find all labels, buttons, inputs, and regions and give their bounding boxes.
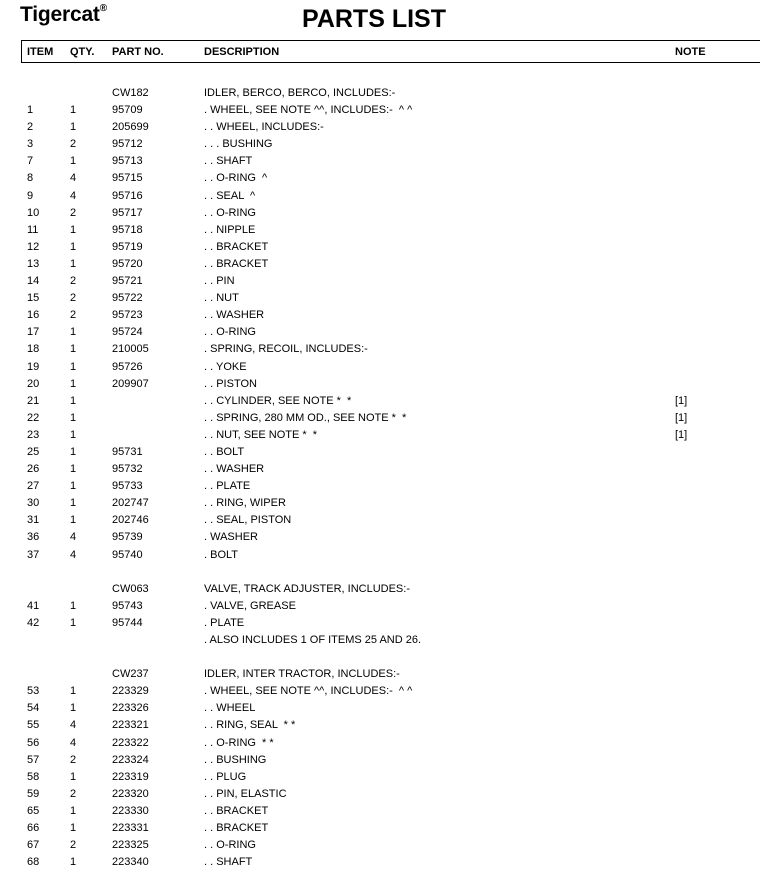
- cell-note: [1]: [675, 428, 688, 441]
- cell-part-no: 209907: [112, 377, 149, 390]
- cell-qty: 1: [70, 223, 77, 236]
- table-row: [0, 787, 760, 804]
- table-row: [0, 171, 760, 188]
- cell-part-no: 95712: [112, 138, 143, 151]
- cell-qty: 2: [70, 292, 77, 305]
- cell-description: VALVE, TRACK ADJUSTER, INCLUDES:-: [204, 582, 410, 595]
- cell-item: 26: [27, 463, 40, 476]
- cell-item: 14: [27, 275, 40, 288]
- column-header-description: DESCRIPTION: [204, 46, 280, 58]
- cell-qty: 4: [70, 172, 77, 185]
- table-row: [0, 120, 760, 137]
- cell-part-no: 95731: [112, 445, 143, 458]
- cell-qty: 1: [70, 856, 77, 869]
- table-row: [0, 103, 760, 120]
- cell-description: . . PLUG: [204, 770, 247, 783]
- cell-part-no: 223330: [112, 804, 149, 817]
- cell-description: . ALSO INCLUDES 1 OF ITEMS 25 AND 26.: [204, 634, 422, 646]
- cell-qty: 1: [70, 770, 77, 783]
- cell-qty: 1: [70, 377, 77, 390]
- cell-description: . PLATE: [204, 616, 245, 629]
- table-row: [0, 411, 760, 428]
- cell-qty: 1: [70, 121, 77, 134]
- cell-description: . . WASHER: [204, 309, 265, 322]
- cell-item: 2: [27, 121, 34, 134]
- cell-description: . . SEAL ^: [204, 189, 256, 202]
- cell-part-no: 223321: [112, 719, 149, 732]
- table-row: [0, 377, 760, 394]
- cell-description: . . O-RING: [204, 326, 256, 339]
- cell-item: 36: [27, 531, 40, 544]
- table-row: [0, 599, 760, 616]
- cell-description: . . BRACKET: [204, 822, 269, 835]
- cell-note: [1]: [675, 411, 688, 424]
- cell-item: 19: [27, 360, 40, 373]
- table-row: [0, 86, 760, 103]
- cell-description: . . RING, SEAL * *: [204, 719, 296, 732]
- cell-description: . . NIPPLE: [204, 223, 256, 236]
- cell-description: . VALVE, GREASE: [204, 599, 296, 612]
- cell-qty: 1: [70, 411, 77, 424]
- cell-item: 9: [27, 189, 34, 202]
- cell-qty: 1: [70, 445, 77, 458]
- cell-part-no: CW182: [112, 87, 149, 99]
- cell-qty: 1: [70, 257, 77, 270]
- brand-logo: [20, 3, 107, 27]
- cell-description: . . . BUSHING: [204, 138, 273, 151]
- table-row: [0, 855, 760, 872]
- cell-qty: 2: [70, 138, 77, 151]
- table-row: [0, 667, 760, 684]
- cell-qty: 4: [70, 189, 77, 202]
- cell-qty: 1: [70, 240, 77, 253]
- cell-description: . . SEAL, PISTON: [204, 514, 292, 527]
- cell-description: . . PLATE: [204, 480, 251, 493]
- cell-item: 25: [27, 445, 40, 458]
- cell-part-no: 223324: [112, 753, 149, 766]
- cell-qty: 1: [70, 394, 77, 407]
- table-row: [0, 291, 760, 308]
- cell-description: . . BOLT: [204, 445, 245, 458]
- cell-qty: 1: [70, 463, 77, 476]
- cell-part-no: 95715: [112, 172, 143, 185]
- cell-description: . . RING, WIPER: [204, 497, 286, 510]
- table-row: [0, 753, 760, 770]
- table-row: [0, 206, 760, 223]
- cell-description: . . SHAFT: [204, 856, 253, 869]
- table-row: [0, 633, 760, 650]
- cell-item: 55: [27, 719, 40, 732]
- cell-description: IDLER, BERCO, BERCO, INCLUDES:-: [204, 87, 396, 99]
- cell-description: . . O-RING: [204, 206, 256, 219]
- cell-qty: 2: [70, 206, 77, 219]
- cell-part-no: 202747: [112, 497, 149, 510]
- table-row: [0, 736, 760, 753]
- column-header-item: ITEM: [27, 46, 54, 58]
- cell-qty: 1: [70, 326, 77, 339]
- cell-description: . . YOKE: [204, 360, 247, 373]
- cell-description: . . O-RING ^: [204, 172, 268, 185]
- column-header-qty: QTY.: [70, 46, 95, 58]
- cell-item: 68: [27, 856, 40, 869]
- brand-name: Tigercat: [20, 3, 100, 26]
- cell-item: 53: [27, 685, 40, 698]
- cell-description: . . WHEEL: [204, 702, 256, 715]
- table-row: [0, 513, 760, 530]
- table-row: [0, 496, 760, 513]
- parts-table-body: [0, 86, 760, 872]
- table-row: [0, 325, 760, 342]
- cell-description: . . PIN, ELASTIC: [204, 787, 287, 800]
- cell-part-no: 95739: [112, 531, 143, 544]
- cell-part-no: 95743: [112, 599, 143, 612]
- table-row: [0, 718, 760, 735]
- cell-qty: 2: [70, 753, 77, 766]
- cell-qty: 1: [70, 343, 77, 356]
- cell-part-no: 95733: [112, 480, 143, 493]
- cell-description: . . PISTON: [204, 377, 257, 390]
- cell-qty: 1: [70, 702, 77, 715]
- cell-description: . . BRACKET: [204, 240, 269, 253]
- cell-part-no: 223325: [112, 839, 149, 852]
- header-top-rule: [21, 40, 760, 41]
- cell-part-no: 95718: [112, 223, 143, 236]
- cell-description: . . NUT: [204, 292, 239, 305]
- registered-mark: ®: [99, 3, 107, 14]
- cell-qty: 4: [70, 548, 77, 561]
- cell-description: . BOLT: [204, 548, 239, 561]
- table-row: [0, 565, 760, 582]
- cell-description: . . BRACKET: [204, 257, 269, 270]
- cell-part-no: 223320: [112, 787, 149, 800]
- cell-description: . SPRING, RECOIL, INCLUDES:-: [204, 343, 368, 356]
- table-row: [0, 189, 760, 206]
- cell-item: 58: [27, 770, 40, 783]
- cell-part-no: 205699: [112, 121, 149, 134]
- table-row: [0, 650, 760, 667]
- cell-qty: 2: [70, 787, 77, 800]
- table-row: [0, 445, 760, 462]
- cell-part-no: 95722: [112, 292, 143, 305]
- table-row: [0, 479, 760, 496]
- cell-qty: 2: [70, 839, 77, 852]
- cell-description: . . SHAFT: [204, 155, 253, 168]
- cell-item: 16: [27, 309, 40, 322]
- cell-part-no: CW237: [112, 668, 149, 681]
- cell-item: 37: [27, 548, 40, 561]
- table-row: [0, 462, 760, 479]
- cell-qty: 1: [70, 822, 77, 835]
- table-row: [0, 223, 760, 240]
- cell-part-no: 223340: [112, 856, 149, 869]
- cell-qty: 1: [70, 497, 77, 510]
- header-bottom-rule: [21, 62, 760, 63]
- table-row: [0, 394, 760, 411]
- column-header-part-no: PART NO.: [112, 46, 164, 58]
- table-row: [0, 257, 760, 274]
- header-left-rule: [21, 40, 22, 63]
- table-row: [0, 582, 760, 599]
- table-row: [0, 154, 760, 171]
- cell-qty: 2: [70, 275, 77, 288]
- cell-qty: 1: [70, 480, 77, 493]
- cell-qty: 1: [70, 599, 77, 612]
- cell-description: . . CYLINDER, SEE NOTE * *: [204, 394, 352, 407]
- cell-part-no: CW063: [112, 582, 149, 595]
- table-row: [0, 137, 760, 154]
- cell-qty: 4: [70, 719, 77, 732]
- cell-qty: 1: [70, 155, 77, 168]
- cell-part-no: 95716: [112, 189, 143, 202]
- table-row: [0, 548, 760, 565]
- cell-item: 11: [27, 223, 39, 236]
- cell-qty: 4: [70, 736, 77, 749]
- cell-description: . . WASHER: [204, 463, 265, 476]
- cell-qty: 1: [70, 685, 77, 698]
- cell-qty: 1: [70, 360, 77, 373]
- table-row: [0, 701, 760, 718]
- cell-part-no: 95713: [112, 155, 143, 168]
- cell-part-no: 95726: [112, 360, 143, 373]
- cell-note: [1]: [675, 394, 688, 407]
- cell-item: 56: [27, 736, 40, 749]
- cell-part-no: 223331: [112, 822, 149, 835]
- cell-part-no: 95740: [112, 548, 143, 561]
- cell-item: 57: [27, 753, 40, 766]
- cell-item: 41: [27, 599, 40, 612]
- cell-item: 12: [27, 240, 40, 253]
- table-row: [0, 804, 760, 821]
- cell-part-no: 223329: [112, 685, 149, 698]
- cell-qty: 1: [70, 804, 77, 817]
- table-row: [0, 342, 760, 359]
- cell-item: 13: [27, 257, 40, 270]
- cell-part-no: 223326: [112, 702, 149, 715]
- cell-item: 31: [27, 514, 40, 527]
- cell-part-no: 95732: [112, 463, 143, 476]
- cell-item: 21: [27, 394, 40, 407]
- cell-description: . . BRACKET: [204, 804, 269, 817]
- column-header-note: NOTE: [675, 46, 706, 58]
- cell-item: 66: [27, 822, 40, 835]
- cell-item: 27: [27, 480, 40, 493]
- cell-part-no: 95720: [112, 257, 143, 270]
- cell-item: 42: [27, 616, 40, 629]
- table-row: [0, 308, 760, 325]
- cell-part-no: 202746: [112, 514, 149, 527]
- table-row: [0, 274, 760, 291]
- cell-qty: 1: [70, 428, 77, 441]
- cell-part-no: 95744: [112, 616, 143, 629]
- cell-description: . . WHEEL, INCLUDES:-: [204, 121, 324, 134]
- cell-item: 22: [27, 411, 40, 424]
- cell-part-no: 95723: [112, 309, 143, 322]
- cell-part-no: 223319: [112, 770, 149, 783]
- cell-part-no: 95721: [112, 275, 143, 288]
- cell-qty: 1: [70, 104, 77, 117]
- cell-item: 8: [27, 172, 34, 185]
- cell-qty: 4: [70, 531, 77, 544]
- table-row: [0, 770, 760, 787]
- cell-description: . . NUT, SEE NOTE * *: [204, 428, 318, 441]
- cell-item: 17: [27, 326, 40, 339]
- cell-description: . WHEEL, SEE NOTE ^^, INCLUDES:- ^ ^: [204, 685, 413, 698]
- cell-part-no: 210005: [112, 343, 149, 356]
- cell-description: . WASHER: [204, 531, 258, 544]
- table-row: [0, 428, 760, 445]
- table-row: [0, 838, 760, 855]
- cell-item: 7: [27, 155, 34, 168]
- cell-item: 65: [27, 804, 40, 817]
- page-title: PARTS LIST: [302, 5, 446, 33]
- cell-item: 20: [27, 377, 40, 390]
- cell-qty: 1: [70, 514, 77, 527]
- cell-description: IDLER, INTER TRACTOR, INCLUDES:-: [204, 668, 400, 681]
- cell-item: 10: [27, 206, 40, 219]
- cell-item: 3: [27, 138, 34, 151]
- table-row: [0, 616, 760, 633]
- table-row: [0, 240, 760, 257]
- cell-part-no: 95717: [112, 206, 143, 219]
- cell-item: 54: [27, 702, 40, 715]
- cell-item: 1: [27, 104, 34, 117]
- cell-description: . . BUSHING: [204, 753, 267, 766]
- cell-item: 15: [27, 292, 40, 305]
- cell-description: . . O-RING * *: [204, 736, 274, 749]
- cell-description: . WHEEL, SEE NOTE ^^, INCLUDES:- ^ ^: [204, 104, 413, 117]
- cell-qty: 2: [70, 309, 77, 322]
- cell-description: . . PIN: [204, 275, 235, 288]
- cell-item: 67: [27, 839, 40, 852]
- table-row: [0, 530, 760, 547]
- cell-part-no: 95709: [112, 104, 143, 117]
- table-row: [0, 821, 760, 838]
- table-row: [0, 684, 760, 701]
- cell-item: 18: [27, 343, 40, 356]
- table-row: [0, 360, 760, 377]
- cell-item: 59: [27, 787, 40, 800]
- cell-description: . . O-RING: [204, 839, 256, 852]
- cell-item: 30: [27, 497, 40, 510]
- cell-part-no: 223322: [112, 736, 149, 749]
- cell-qty: 1: [70, 616, 77, 629]
- cell-part-no: 95719: [112, 240, 143, 253]
- cell-description: . . SPRING, 280 MM OD., SEE NOTE * *: [204, 411, 407, 424]
- cell-item: 23: [27, 428, 40, 441]
- cell-part-no: 95724: [112, 326, 143, 339]
